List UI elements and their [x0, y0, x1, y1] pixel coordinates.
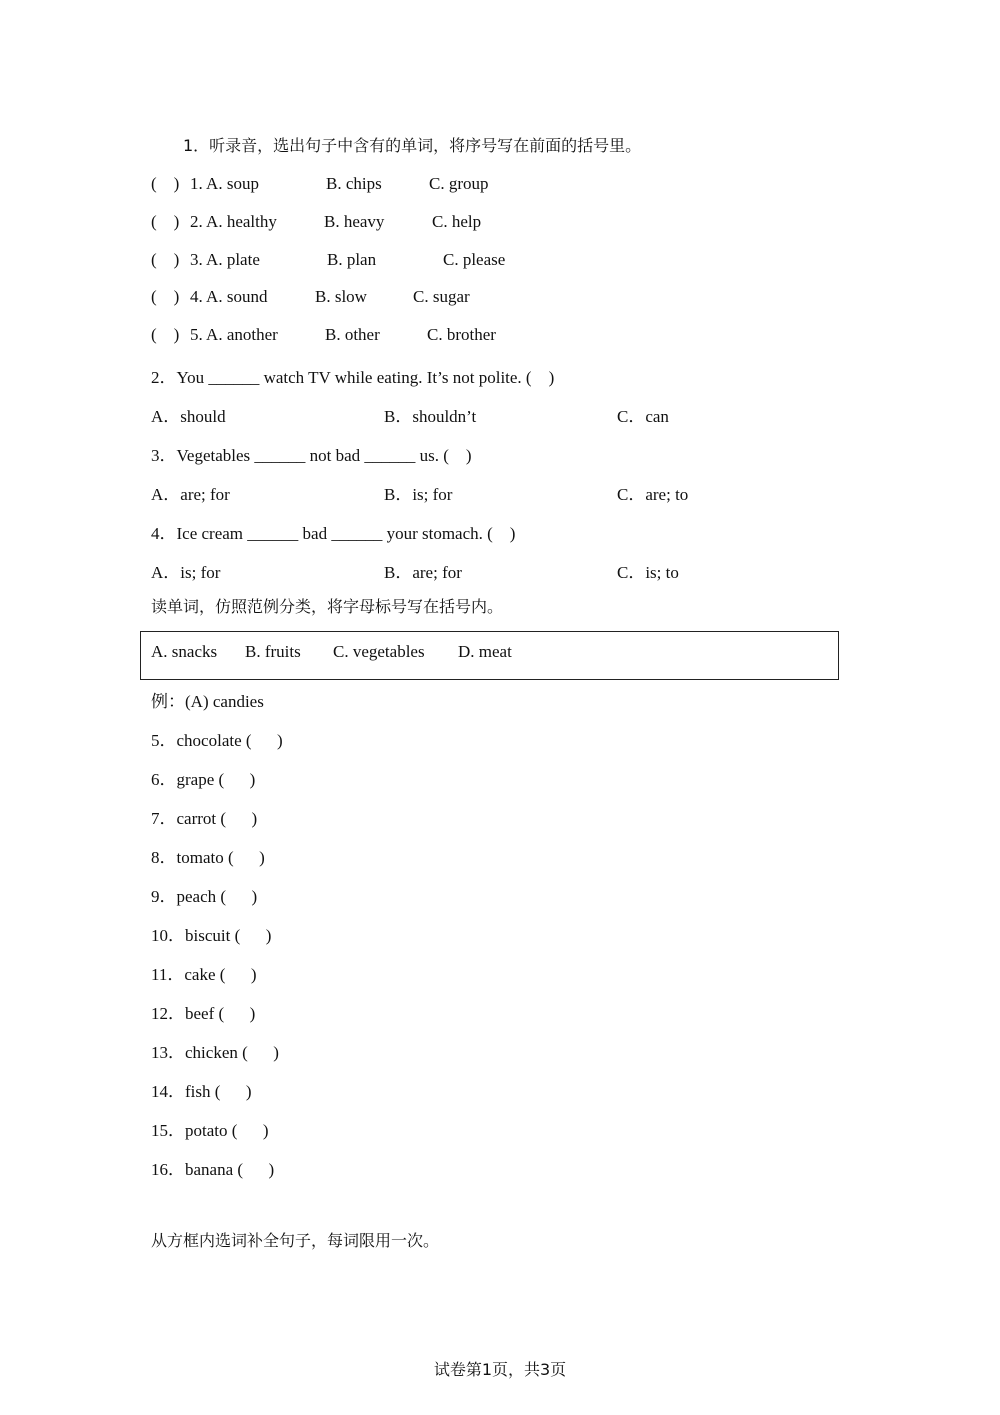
classify-item[interactable]: 16．banana ( ) — [151, 1160, 275, 1179]
box-word: A. snacks — [151, 642, 218, 661]
answer-paren[interactable]: ( ) — [151, 325, 180, 344]
option-b: B. heavy — [324, 212, 385, 231]
choice-c[interactable]: C．can — [617, 407, 669, 426]
option-c: C. please — [443, 250, 506, 269]
classify-item[interactable]: 9．peach ( ) — [151, 887, 258, 906]
box-word: C. vegetables — [333, 642, 425, 661]
box-word: D. meat — [458, 642, 512, 661]
option-a: 2. A. healthy — [190, 212, 277, 231]
example-line: 例：(A) candies — [151, 692, 264, 711]
classify-item[interactable]: 10．biscuit ( ) — [151, 926, 272, 945]
classify-item[interactable]: 8．tomato ( ) — [151, 848, 265, 867]
classify-item[interactable]: 5．chocolate ( ) — [151, 731, 283, 750]
classify-item[interactable]: 13．chicken ( ) — [151, 1043, 279, 1062]
classify-item[interactable]: 12．beef ( ) — [151, 1004, 256, 1023]
choice-a[interactable]: A．are; for — [151, 485, 230, 504]
question-stem: 2．You ______ watch TV while eating. It’s not polite. ( ) — [151, 368, 555, 387]
option-a: 1. A. soup — [190, 174, 259, 193]
option-a: 5. A. another — [190, 325, 278, 344]
option-b: B. other — [325, 325, 380, 344]
classify-item[interactable]: 14．fish ( ) — [151, 1082, 252, 1101]
option-b: B. plan — [327, 250, 377, 269]
answer-paren[interactable]: ( ) — [151, 174, 180, 193]
choice-a[interactable]: A．should — [151, 407, 226, 426]
choice-b[interactable]: B．is; for — [384, 485, 453, 504]
section1-instruction: 1．听录音，选出句子中含有的单词，将序号写在前面的括号里。 — [183, 136, 642, 155]
answer-paren[interactable]: ( ) — [151, 212, 180, 231]
classify-instruction: 读单词，仿照范例分类，将字母标号写在括号内。 — [151, 597, 504, 616]
classify-item[interactable]: 11．cake ( ) — [151, 965, 257, 984]
classify-item[interactable]: 15．potato ( ) — [151, 1121, 269, 1140]
option-c: C. group — [429, 174, 489, 193]
choice-c[interactable]: C．is; to — [617, 563, 679, 582]
classify-item[interactable]: 6．grape ( ) — [151, 770, 256, 789]
word-box — [140, 631, 839, 680]
choice-b[interactable]: B．shouldn’t — [384, 407, 477, 426]
classify-item[interactable]: 7．carrot ( ) — [151, 809, 258, 828]
box-word: B. fruits — [245, 642, 301, 661]
option-a: 4. A. sound — [190, 287, 268, 306]
option-a: 3. A. plate — [190, 250, 260, 269]
page-footer: 试卷第1页，共3页 — [433, 1360, 567, 1379]
question-stem: 4．Ice cream ______ bad ______ your stomach. ( ) — [151, 524, 516, 543]
choice-b[interactable]: B．are; for — [384, 563, 462, 582]
option-c: C. help — [432, 212, 482, 231]
answer-paren[interactable]: ( ) — [151, 287, 180, 306]
choice-c[interactable]: C．are; to — [617, 485, 689, 504]
option-c: C. brother — [427, 325, 496, 344]
option-b: B. slow — [315, 287, 367, 306]
choice-a[interactable]: A．is; for — [151, 563, 221, 582]
question-stem: 3．Vegetables ______ not bad ______ us. ( ) — [151, 446, 472, 465]
option-c: C. sugar — [413, 287, 470, 306]
fill-instruction: 从方框内选词补全句子，每词限用一次。 — [151, 1231, 440, 1250]
answer-paren[interactable]: ( ) — [151, 250, 180, 269]
option-b: B. chips — [326, 174, 382, 193]
